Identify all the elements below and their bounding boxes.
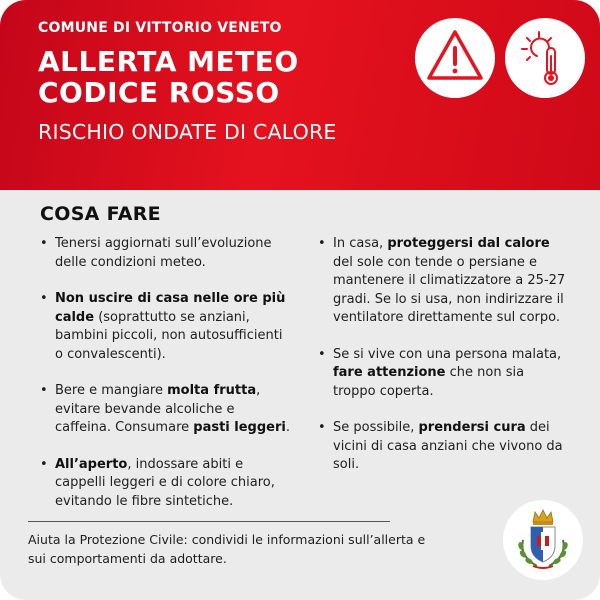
alert-title-line1: ALLERTA METEO xyxy=(38,45,299,78)
advice-item xyxy=(318,419,570,475)
advice-item xyxy=(40,290,290,364)
alert-title xyxy=(38,46,299,108)
advice-item-emphasis: pasti leggeri xyxy=(193,420,286,435)
advice-item xyxy=(318,235,570,328)
vittorio-veneto-crest-icon xyxy=(503,500,583,580)
advice-item-text: In casa, xyxy=(333,236,388,251)
warning-triangle-icon xyxy=(415,18,495,98)
advice-item-text: Se possibile, xyxy=(333,420,419,435)
advice-item-text: (soprattutto se anziani, bambini piccoli, non autosufficienti o convalescenti). xyxy=(55,309,283,362)
advice-item-emphasis: All’aperto xyxy=(55,456,128,472)
advice-item-emphasis: prendersi cura xyxy=(418,420,526,435)
municipality-name: COMUNE DI VITTORIO VENETO xyxy=(38,20,282,36)
advice-item-text: Tenersi aggiornati sull’evoluzione delle condizioni meteo. xyxy=(55,236,272,270)
advice-item-emphasis: proteggersi dal calore xyxy=(387,236,550,251)
advice-item xyxy=(40,456,290,512)
advice-item-text: , evitare bevande alcoliche e caffeina. Consumare xyxy=(55,383,261,435)
advice-item-text: che non sia troppo coperta. xyxy=(333,365,525,399)
section-title: COSA FARE xyxy=(40,203,161,225)
right-column xyxy=(318,235,570,493)
advice-item-text: dei vicini di casa anziani che vivono da soli. xyxy=(333,420,563,472)
advice-item-text: Se si vive con una persona malata, xyxy=(333,346,562,362)
advice-item-text: . xyxy=(285,420,290,435)
sun-thermometer-icon xyxy=(505,18,585,98)
left-column xyxy=(40,235,290,529)
footer-divider xyxy=(28,521,390,522)
advice-item-emphasis: Non uscire di casa nelle ore più calde xyxy=(55,291,286,325)
alert-title-line2: CODICE ROSSO xyxy=(38,76,280,109)
alert-header xyxy=(0,0,600,190)
advice-item-emphasis: molta frutta xyxy=(167,383,257,398)
advice-item-emphasis: fare attenzione xyxy=(333,365,446,380)
footer-text: Aiuta la Protezione Civile: condividi le informazioni sull’allerta e sui comportamenti da adottare. xyxy=(28,532,426,566)
advice-item xyxy=(318,346,570,402)
advice-item-text: , indossare abiti e cappelli leggeri e di colore chiaro, evitando le fibre sintetiche. xyxy=(55,456,275,509)
alert-subtitle: RISCHIO ONDATE DI CALORE xyxy=(38,120,337,144)
advice-item-text: del sole con tende o persiane e mantenere il climatizzatore a 25-27 gradi. Se lo si usa, non indirizzare il ventilatore direttamente sul corpo. xyxy=(333,254,566,325)
advice-item-text: Bere e mangiare xyxy=(55,383,168,398)
advice-item xyxy=(40,382,290,438)
advice-item xyxy=(40,235,290,272)
